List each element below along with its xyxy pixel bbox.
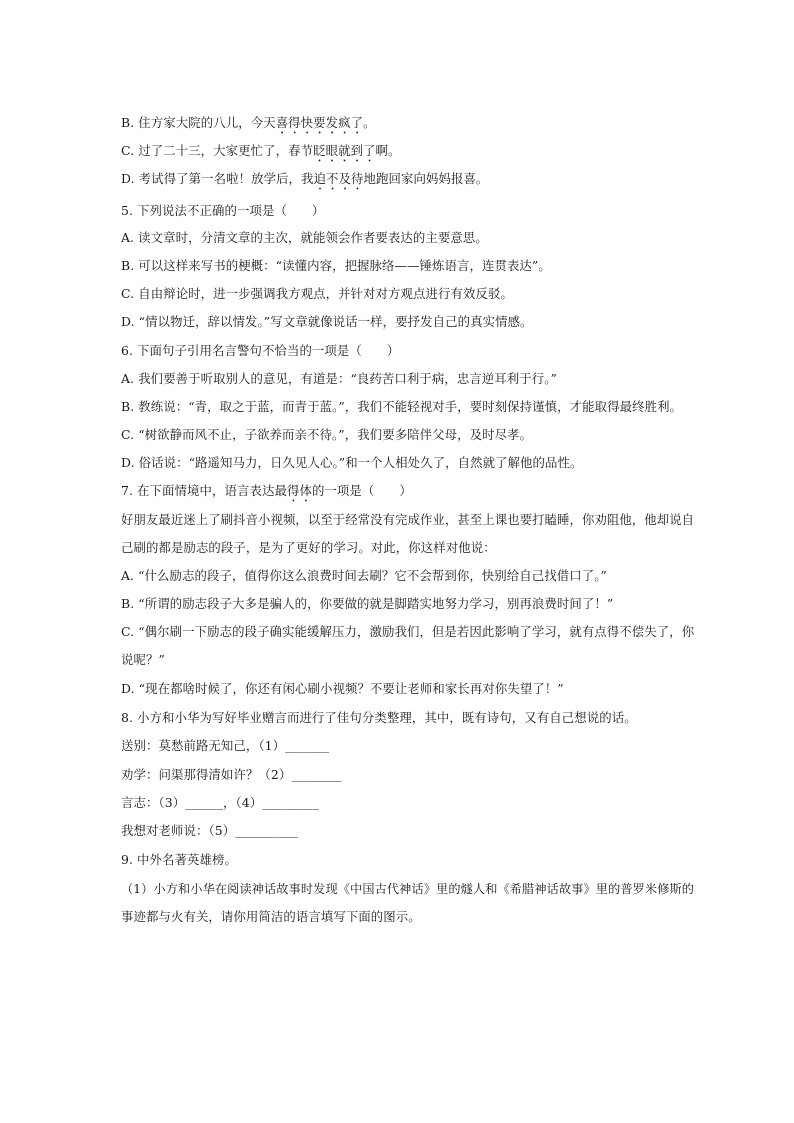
- q4-option-c: C. 过了二十三，大家更忙了，春节眨眼就到了啊。: [121, 143, 401, 158]
- q4-option-b: B. 住方家大院的八儿，今天喜得快要发疯了。: [121, 115, 376, 130]
- q5-stem: 5. 下列说法不正确的一项是（ ）: [121, 203, 325, 218]
- q7-option-a: A. “什么励志的段子，值得你这么浪费时间去刷？它不会帮到你，快别给自己找借口了。”: [121, 568, 607, 583]
- q7-context-line-1: 好朋友最近迷上了刷抖音小视频，以至于经常没有完成作业，甚至上课也要打瞌睡，你劝阻他，他却说自: [121, 513, 695, 527]
- q9-part1-line-1: （1）小方和小华在阅读神话故事时发现《中国古代神话》里的燧人和《希腊神话故事》里的普罗米修斯的: [121, 882, 695, 896]
- q6-stem: 6. 下面句子引用名言警句不恰当的一项是（ ）: [121, 343, 400, 358]
- q5-option-c: C. 自由辩论时，进一步强调我方观点，并针对对方观点进行有效反驳。: [121, 286, 513, 301]
- q7-stem: 7. 在下面情境中，语言表达最得体的一项是（ ）: [121, 483, 412, 498]
- q8-stem: 8. 小方和小华为写好毕业赠言而进行了佳句分类整理，其中，既有诗句，又有自己想说的话。: [121, 710, 637, 725]
- q7-option-c-line-1: C. “偶尔刷一下励志的段子确实能缓解压力，激励我们，但是若因此影响了学习，就有点得不偿失了，你: [121, 624, 695, 639]
- emphasis-dots: 迫不及待: [313, 171, 364, 186]
- emphasis-dots: 眨眼就到了: [313, 143, 376, 158]
- q5-option-b: B. 可以这样来写书的梗概：“读懂内容，把握脉络——锤炼语言，连贯表达”。: [121, 258, 551, 273]
- q9-part1-line-2: 事迹都与火有关，请你用简洁的语言填写下面的图示。: [121, 909, 421, 924]
- q5-option-d: D. “情以物迁，辞以情发。”写文章就像说话一样，要抒发自己的真实情感。: [121, 314, 533, 329]
- q7-option-b: B. “所谓的励志段子大多是骗人的，你要做的就是脚踏实地努力学习，别再浪费时间了！”: [121, 596, 614, 611]
- q7-option-c-line-2: 说呢？”: [121, 652, 165, 667]
- emphasis-dots: 得体: [286, 483, 312, 498]
- q8-study: 劝学：问渠那得清如许？（2）________: [121, 767, 342, 782]
- q8-to-teacher: 我想对老师说：（5）__________: [121, 823, 299, 838]
- q7-option-d: D. “现在都啥时候了，你还有闲心刷小视频？不要让老师和家长再对你失望了！”: [121, 681, 564, 696]
- q6-option-d: D. 俗话说：“路遥知马力，日久见人心。”和一个人相处久了，自然就了解他的品性。: [121, 455, 583, 470]
- q6-option-c: C. “树欲静而风不止，子欲养而亲不待。”，我们要多陪伴父母，及时尽孝。: [121, 427, 533, 442]
- q4-option-d: D. 考试得了第一名啦！放学后，我迫不及待地跑回家向妈妈报喜。: [121, 171, 489, 186]
- q9-stem: 9. 中外名著英雄榜。: [121, 852, 237, 867]
- q7-context-line-2: 己刷的都是励志的段子，是为了更好的学习。对此，你这样对他说：: [121, 540, 496, 555]
- q5-option-a: A. 读文章时，分清文章的主次，就能领会作者要表达的主要意思。: [121, 230, 488, 245]
- q6-option-b: B. 教练说：“青，取之于蓝，而青于蓝。”，我们不能轻视对手，要时刻保持谨慎，才能取得最终胜利。: [121, 399, 683, 414]
- q8-aspiration: 言志：（3）______，（4）_________: [121, 795, 319, 810]
- emphasis-dots: 喜得快要发疯了: [275, 115, 364, 130]
- q6-option-a: A. 我们要善于听取别人的意见，有道是：“良药苦口利于病，忠言逆耳利于行。”: [121, 371, 557, 386]
- q8-farewell: 送别：莫愁前路无知己，（1）_______: [121, 738, 330, 753]
